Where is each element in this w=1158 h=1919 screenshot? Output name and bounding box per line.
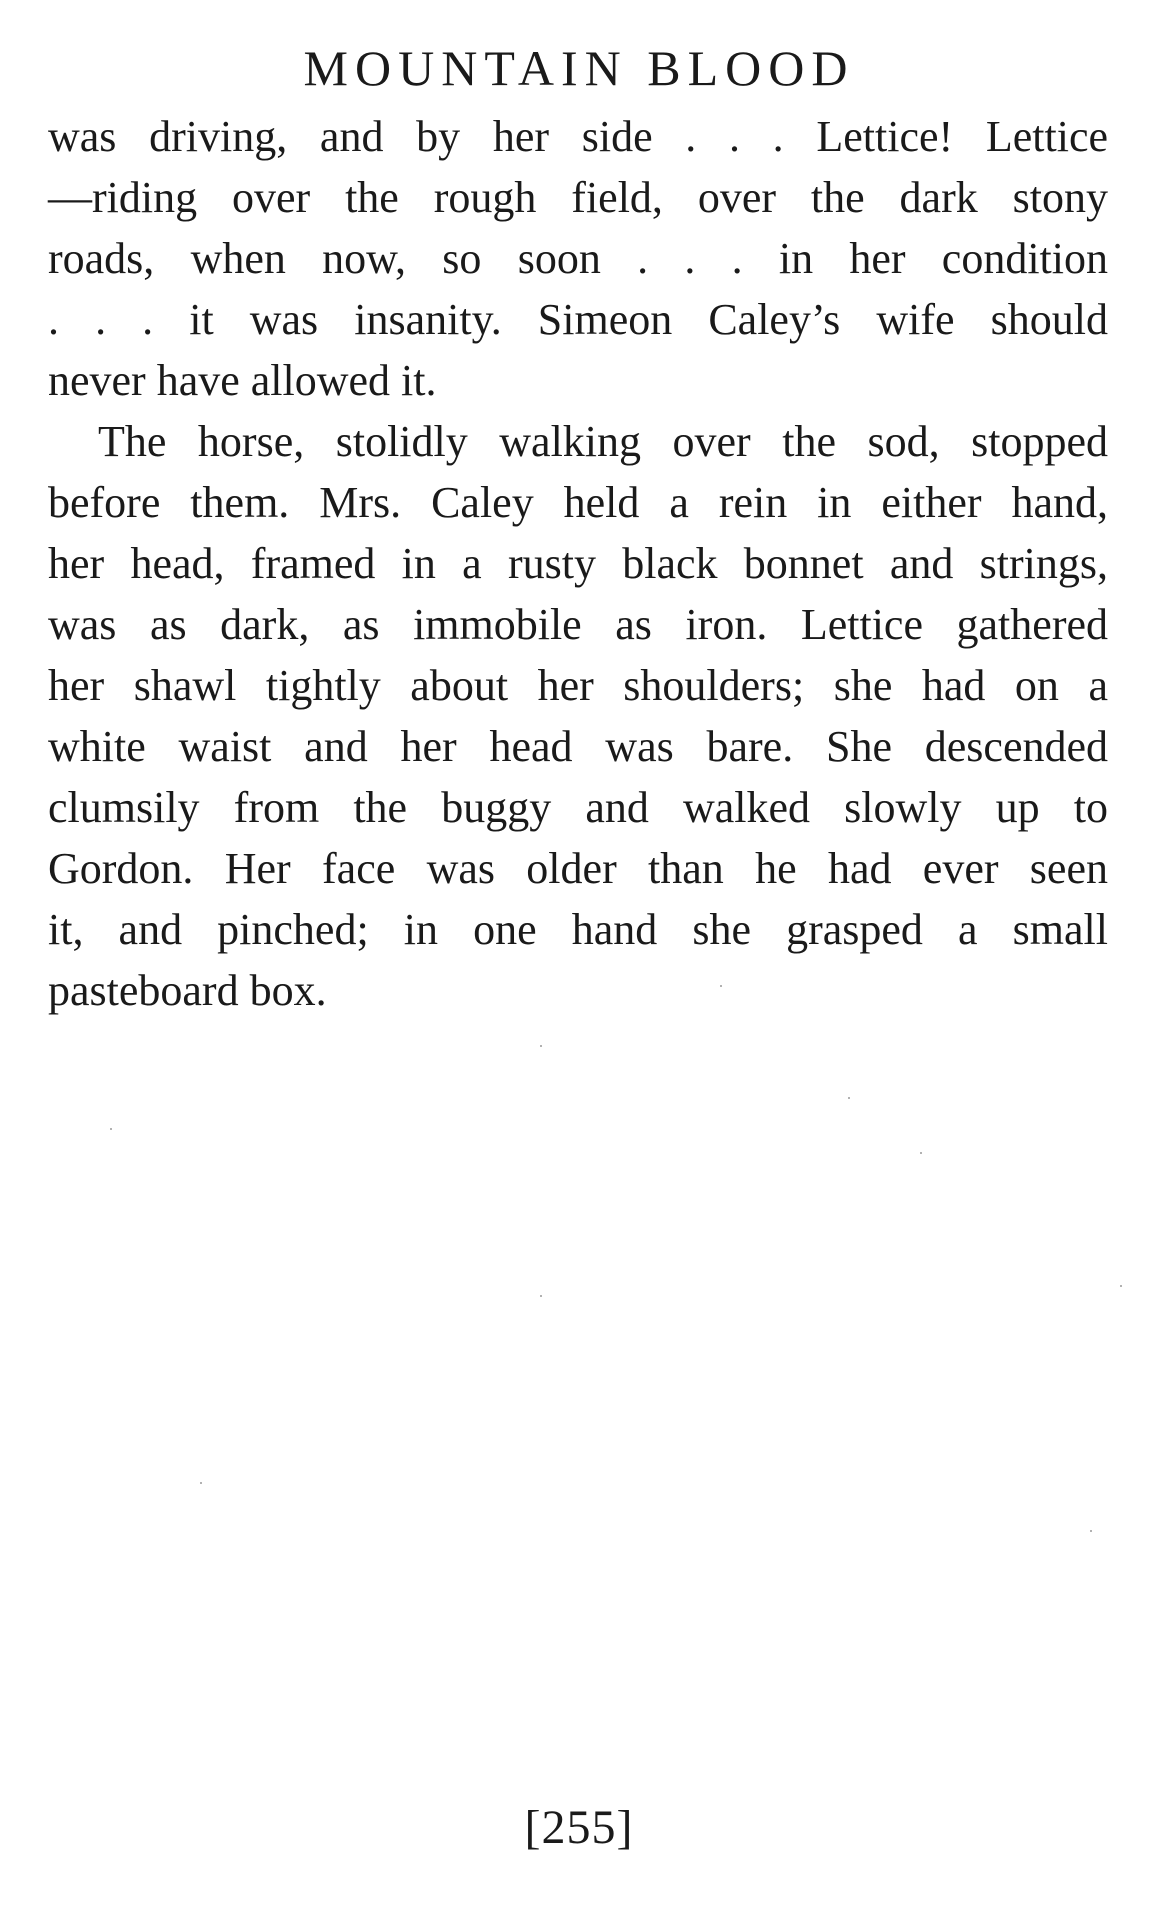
scan-speck xyxy=(540,1295,542,1297)
body-text xyxy=(48,106,1108,1021)
paragraph-2 xyxy=(48,411,1108,1021)
text-line: her head, framed in a rusty black bonnet and strings, xyxy=(48,539,1108,588)
text-line: . . . it was insanity. Simeon Caley’s wife should xyxy=(48,295,1108,344)
text-line: it, and pinched; in one hand she grasped a small xyxy=(48,905,1108,954)
text-line: never have allowed it. xyxy=(48,356,437,405)
scan-speck xyxy=(1090,1530,1092,1532)
text-line: white waist and her head was bare. She descended xyxy=(48,722,1108,771)
text-line: was as dark, as immobile as iron. Lettice gathered xyxy=(48,600,1108,649)
scan-speck xyxy=(920,1152,922,1154)
scan-speck xyxy=(1120,1285,1122,1287)
text-line: clumsily from the buggy and walked slowly up to xyxy=(48,783,1108,832)
scan-speck xyxy=(110,1128,112,1130)
text-line: before them. Mrs. Caley held a rein in either hand, xyxy=(48,478,1108,527)
text-line: Gordon. Her face was older than he had ever seen xyxy=(48,844,1108,893)
running-head: MOUNTAIN BLOOD xyxy=(303,40,855,96)
scan-speck xyxy=(720,985,722,987)
scan-speck xyxy=(848,1097,850,1099)
text-line: roads, when now, so soon . . . in her condition xyxy=(48,234,1108,283)
scan-speck xyxy=(540,1045,542,1047)
page-number: [255] xyxy=(524,1801,634,1854)
text-line: The horse, stolidly walking over the sod, stopped xyxy=(98,417,1108,466)
text-line: was driving, and by her side . . . Lettice! Lettice xyxy=(48,112,1108,161)
text-line: —riding over the rough field, over the dark stony xyxy=(48,173,1108,222)
paragraph-1 xyxy=(48,106,1108,411)
scan-speck xyxy=(200,1482,202,1484)
text-line: pasteboard box. xyxy=(48,966,327,1015)
text-line: her shawl tightly about her shoulders; she had on a xyxy=(48,661,1108,710)
